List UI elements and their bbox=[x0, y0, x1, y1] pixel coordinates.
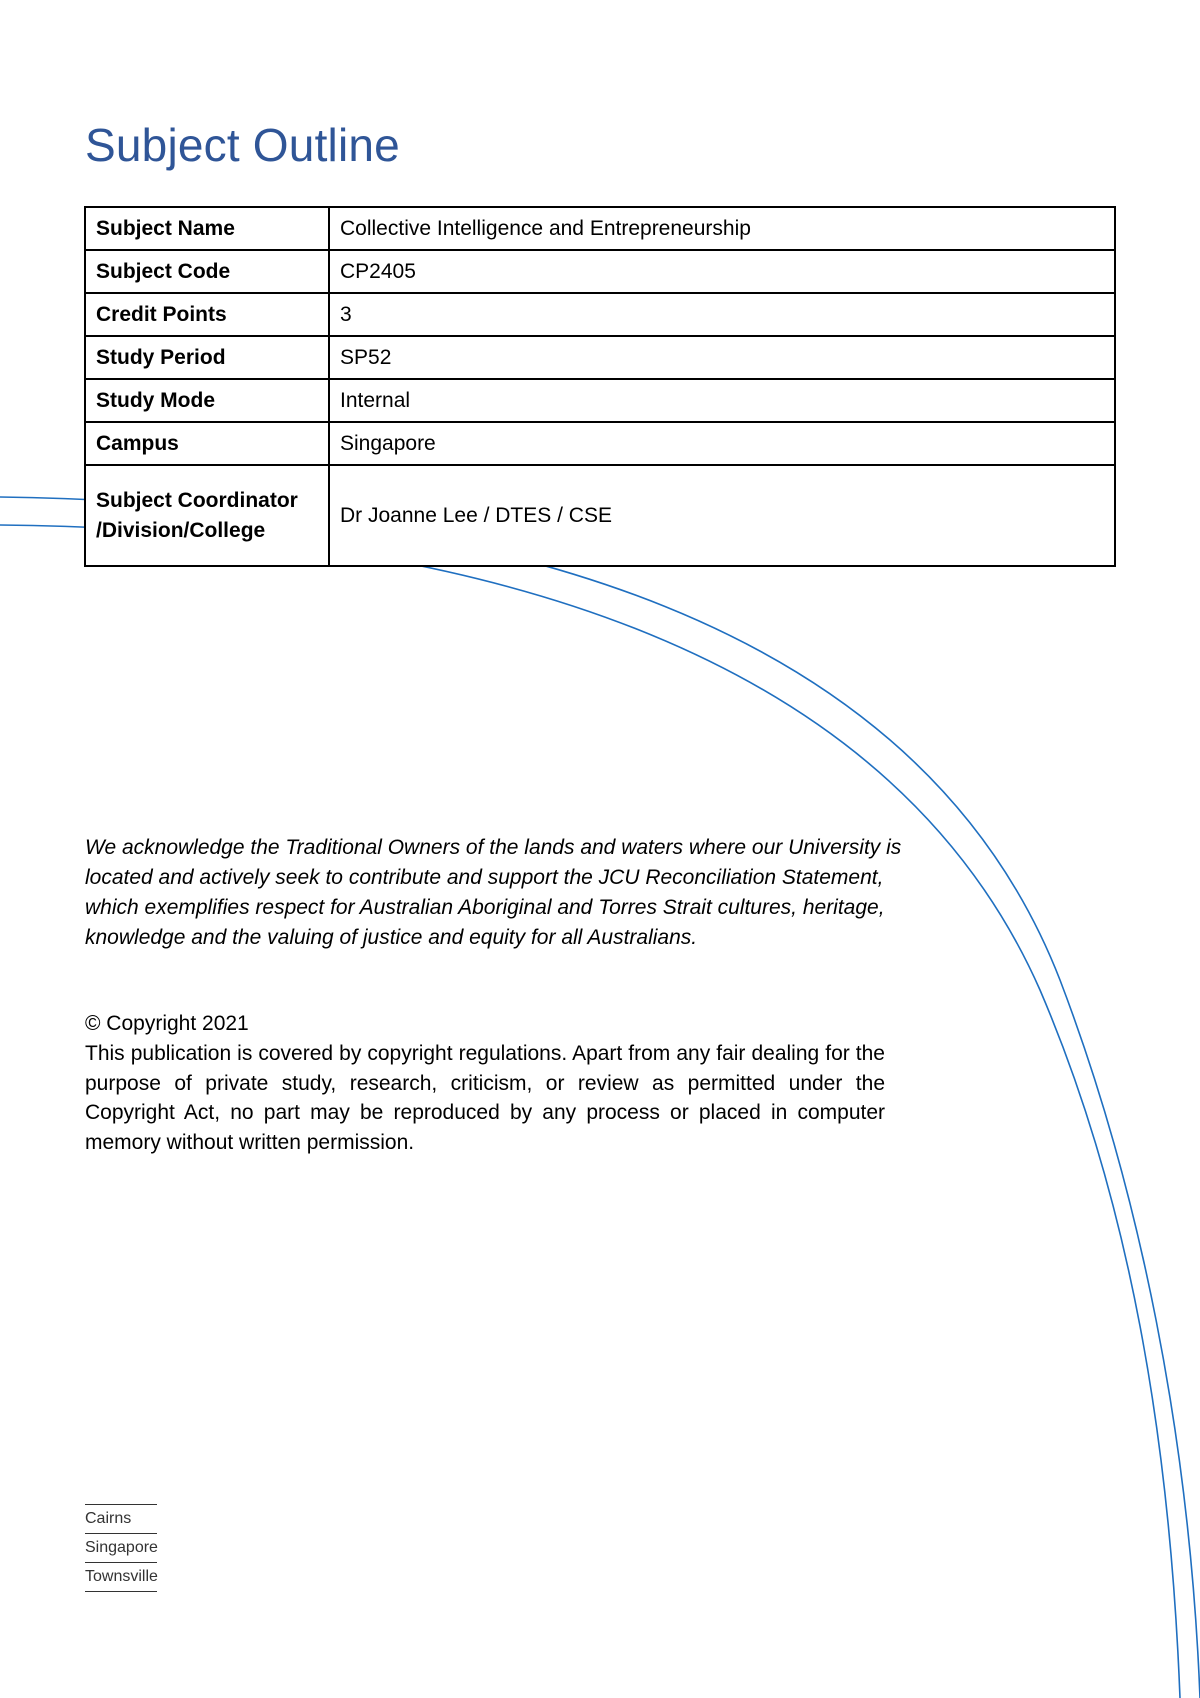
table-row bbox=[85, 465, 1115, 566]
campus-singapore: Singapore bbox=[85, 1533, 157, 1562]
study-mode-value: Internal bbox=[329, 379, 1115, 422]
copyright-body: This publication is covered by copyright regulations. Apart from any fair dealing for the purpose of private study, research, criticism, or review as permitted under the Copyright Act, no part may be reproduced by any process or placed in computer memory without written permission. bbox=[85, 1042, 885, 1154]
subject-info-table bbox=[84, 206, 1116, 567]
table-row bbox=[85, 336, 1115, 379]
study-mode-label: Study Mode bbox=[85, 379, 329, 422]
subject-code-value: CP2405 bbox=[329, 250, 1115, 293]
copyright-title: © Copyright 2021 bbox=[85, 1012, 249, 1035]
campus-label: Campus bbox=[85, 422, 329, 465]
study-period-value: SP52 bbox=[329, 336, 1115, 379]
table-row bbox=[85, 422, 1115, 465]
acknowledgement-text: We acknowledge the Traditional Owners of the lands and waters where our University is located and actively seek to contribute and support the JCU Reconciliation Statement, which exemplifies respect for Australian Aboriginal and Torres Strait cultures, heritage, knowledge and the valuing of justice and equity for all Australians. bbox=[85, 836, 902, 949]
campus-cairns: Cairns bbox=[85, 1504, 157, 1533]
credit-points-value: 3 bbox=[329, 293, 1115, 336]
coordinator-value: Dr Joanne Lee / DTES / CSE bbox=[329, 465, 1115, 566]
campus-townsville: Townsville bbox=[85, 1562, 157, 1592]
campus-list bbox=[85, 1504, 157, 1592]
table-row bbox=[85, 379, 1115, 422]
campus-value: Singapore bbox=[329, 422, 1115, 465]
subject-name-value: Collective Intelligence and Entrepreneurship bbox=[329, 207, 1115, 250]
table-row bbox=[85, 207, 1115, 250]
credit-points-label: Credit Points bbox=[85, 293, 329, 336]
table-row bbox=[85, 293, 1115, 336]
coordinator-label: Subject Coordinator /Division/College bbox=[85, 465, 329, 566]
study-period-label: Study Period bbox=[85, 336, 329, 379]
page-title: Subject Outline bbox=[85, 119, 400, 171]
subject-code-label: Subject Code bbox=[85, 250, 329, 293]
table-row bbox=[85, 250, 1115, 293]
subject-name-label: Subject Name bbox=[85, 207, 329, 250]
